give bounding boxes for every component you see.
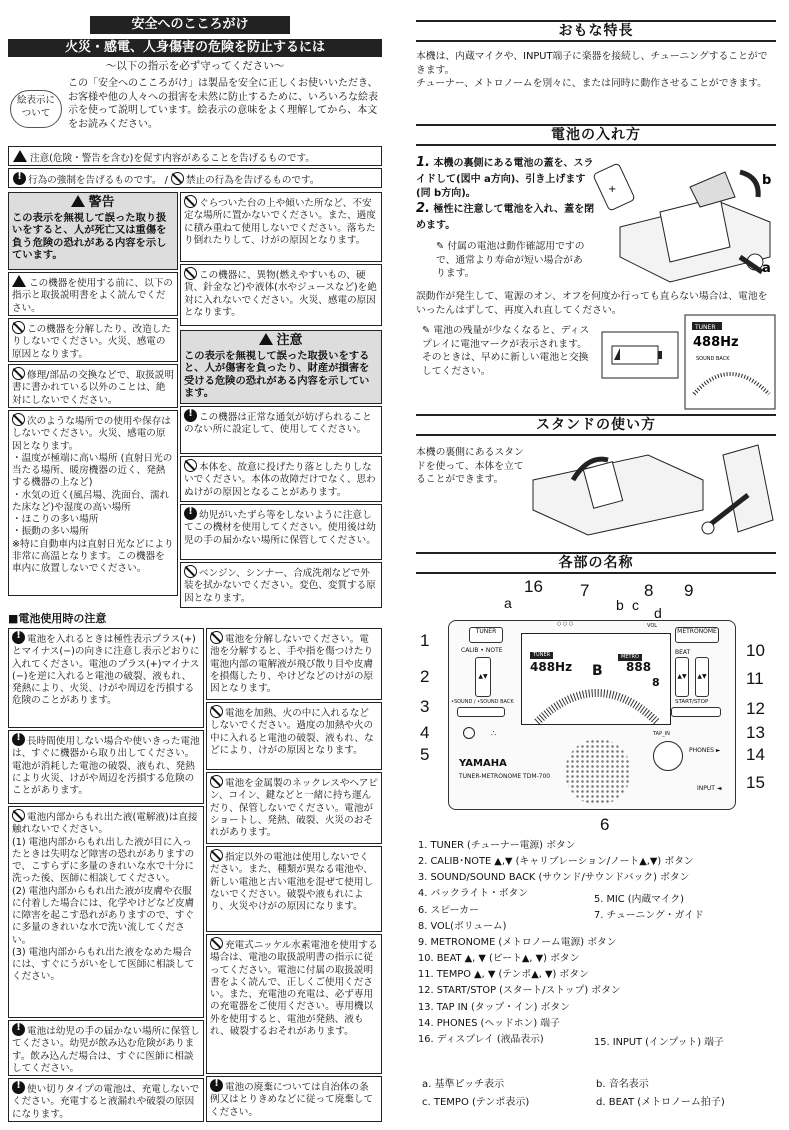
pencil-icon: ✎ xyxy=(436,241,445,252)
caution-box: 注意 この表示を無視して誤った取扱いをすると、人が傷害を負ったり、財産が損害を受ける危険の恐れがある内容を示しています。 xyxy=(180,330,382,404)
callout-11: 11 xyxy=(746,669,764,688)
prohibit-icon xyxy=(184,267,197,280)
sound-button[interactable] xyxy=(457,707,505,717)
lcd-display-figure xyxy=(684,314,776,410)
legend-d: d. BEAT (メトロノーム拍子) xyxy=(596,1097,725,1108)
part-item: 10. BEAT ▲, ▼ (ビート▲, ▼) ボタン xyxy=(418,953,580,965)
malfunction-text: 誤動作が発生して、電源のオン、オフを何度か行っても直らない場合は、電池をいったんはずして、再度入れ直してください。 xyxy=(416,291,768,316)
start-label: START/STOP xyxy=(675,699,709,705)
prohibit-icon xyxy=(210,775,223,788)
vol-label: VOL xyxy=(647,623,658,629)
lcd-display: TUNER 488Hz B METRO 888 8 xyxy=(521,633,671,725)
warning-triangle-icon xyxy=(259,333,273,345)
parts-list-col2 xyxy=(594,892,704,924)
svg-text:+: + xyxy=(608,184,617,195)
callout-10: 10 xyxy=(746,641,765,660)
prohibit-icon xyxy=(210,705,223,718)
callout-d: d xyxy=(654,605,662,621)
callout-3: 3 xyxy=(420,697,430,716)
warning-item-read: この機器を使用する前に、以下の指示と取扱説明書をよく読んでください。 xyxy=(8,272,178,316)
svg-text:SOUND BACK: SOUND BACK xyxy=(696,356,730,362)
step-2: 2. 極性に注意して電池を入れ、蓋を閉めます。 xyxy=(416,201,595,231)
stand-figure xyxy=(528,440,778,540)
legend-a: a. 基準ピッチ表示 xyxy=(422,1079,505,1090)
note-battery-life: ✎ 付属の電池は動作確認用ですので、通常より寿命が短い場合があります。 xyxy=(436,241,585,280)
svg-text:TUNER: TUNER xyxy=(695,324,716,331)
prohibit-icon xyxy=(12,809,25,822)
warning-item-unstable: ぐらついた台の上や傾いた所など、不安定な場所に置かないでください。また、過度に積み重ねて使用しないでください。落ちたり倒れたりして、けがの原因となります。 xyxy=(180,192,382,262)
mandatory-icon xyxy=(12,1081,25,1094)
prohibit-icon xyxy=(171,172,184,185)
safety-subheader: 火災・感電、人身傷害の危険を防止するには xyxy=(8,39,382,57)
part-item: 8. VOL(ボリューム) xyxy=(418,920,507,932)
battery-item-polarity: !電池を入れるときは極性表示プラス(+)とマイナス(−)の向きに注意し表示どおりに入れてください。電池のプラス(+)マイナス(−)を逆に入れると電池の破裂、液もれ、発熱により、火災、けがや周辺を汚損する危険のことがあります。 xyxy=(8,628,204,728)
sound-label: •SOUND / •SOUND BACK xyxy=(451,699,514,705)
callout-a: a xyxy=(504,595,512,611)
callout-9: 9 xyxy=(684,581,694,600)
brand-logo: YAMAHA xyxy=(459,758,507,769)
parts-list xyxy=(418,838,778,1048)
part-item: 5. MIC (内蔵マイク) xyxy=(594,894,684,905)
part-item: 14. PHONES (ヘッドホン) 端子 xyxy=(418,1017,560,1029)
parts-title: 各部の名称 xyxy=(416,552,776,574)
prohibit-icon xyxy=(12,413,25,426)
caution-item-children: !幼児がいたずら等をしないように注意してこの機材を使用してください。使用後は幼児の手の届かない場所に保管してください。 xyxy=(180,504,382,560)
part-item: 6. スピーカー xyxy=(418,904,479,916)
warning-item-foreign: この機器に、異物(燃えやすいもの、硬貨、針金など)や液体(水やジュースなど)を絶対に入れないでください。火災、感電の原因となります。 xyxy=(180,264,382,326)
legend-c: c. TEMPO (テンポ表示) xyxy=(422,1097,530,1108)
battery-item-metal: 電池を金属製のネックレスやヘアピン、コイン、鍵などと一緒に持ち運んだり、保管しないでください。電池がショートし、発熱、破裂、火災のおそれがあります。 xyxy=(206,772,382,844)
battery-item-type: 指定以外の電池は使用しないでください。また、種類が異なる電池や、新しい電池と古い電池を混ぜて使用しないでください。破裂や液もれにより、火災やけがの原因になります。 xyxy=(206,846,382,932)
pencil-icon: ✎ xyxy=(422,325,431,336)
prohibit-icon xyxy=(184,459,197,472)
warning-box: 警告 この表示を無視して誤った取り扱いをすると、人が死亡又は重傷を負う危険の恐れがある内容を示しています。 xyxy=(8,192,178,270)
legend-must-prohibit: !行為の強制を告げるものです。 / 禁止の行為を告げるものです。 xyxy=(8,168,382,188)
input-jack[interactable]: INPUT ◄ xyxy=(697,785,722,792)
caution-item-ventilation: !この機器は正常な通気が妨げられることのない所に設定して、使用してください。 xyxy=(180,406,382,454)
part-item: 3. SOUND/SOUND BACK (サウンド/サウンドバック) ボタン xyxy=(418,872,690,884)
beat-button[interactable]: ▲▼ xyxy=(675,657,689,697)
mic-icon: ∴ xyxy=(491,729,497,738)
prohibit-icon xyxy=(184,195,197,208)
svg-text:488Hz: 488Hz xyxy=(693,335,739,350)
callout-4: 4 xyxy=(420,723,430,742)
stand-title: スタンドの使い方 xyxy=(416,414,776,436)
battery-item-leak: 電池内部からもれ出た液(電解液)は直接触れないでください。 (1) 電池内部からもれ出した液が目に入ったときは失明など障害の恐れがありますので、こすらずに多量のきれいな水で十分に洗った後、医師に相談してください。 (2) 電池内部からもれ出た液が皮膚や衣服に付着した場合には、化学やけどなど皮膚に障害を起こす恐れがありますので、すぐに多量のきれいな水で洗い流してください。 (3) 電池内部からもれ出た液をなめた場合には、すぐにうがいをして医師に相談してください。 xyxy=(8,806,204,1018)
part-item: 2. CALIB･NOTE ▲,▼ (キャリブレーション/ノート▲,▼) ボタン xyxy=(418,856,694,868)
backlight-button[interactable] xyxy=(463,727,475,739)
badge-pictogram: 絵表示について xyxy=(10,90,62,128)
callout-7: 7 xyxy=(580,581,590,600)
legend-attention: 注意(危険・警告を含む)を促す内容があることを告げるものです。 xyxy=(8,146,382,166)
beat-label: BEAT xyxy=(675,649,691,656)
phones-jack[interactable]: PHONES ► xyxy=(689,747,721,754)
mandatory-icon xyxy=(13,172,26,185)
part-item: 16. ディスプレイ (液晶表示) xyxy=(418,1033,544,1045)
caution-item-throw: 本体を、故意に投げたり落としたりしないでください。本体の故障だけでなく、思わぬけがの原因となることがあります。 xyxy=(180,456,382,502)
battery-install-figure xyxy=(590,152,780,292)
battery-item-remove: !長時間使用しない場合や使いきった電池は、すぐに機器から取り出してください。電池が消耗した電池の破裂、液もれ、発熱により火災、けがや周辺を汚損する危険のことがあります。 xyxy=(8,730,204,804)
tap-label: TAP_IN xyxy=(653,731,670,737)
callout-5: 5 xyxy=(420,745,430,764)
warning-item-disassemble: この機器を分解したり、改造したりしないでください。火災、感電の原因となります。 xyxy=(8,318,178,362)
callout-6: 6 xyxy=(600,815,610,834)
parts-list-col2b xyxy=(594,1035,724,1051)
warning-item-location: 次のような場所での使用や保存はしないでください。火災、感電の原因となります。 ・温度が極端に高い場所 (直射日光の当たる場所、暖房機器の近く、発熱する機器の上など) ・水気の近く(風呂場、洗面台、濡れた床など)や湿度の高い場所 ・ほこりの多い場所 ・振動の多い場所 ※特に自動車内は直射日光などにより非常に高温となります。この機器を車内に放置しないでください。 xyxy=(8,410,178,596)
callout-c: c xyxy=(632,597,639,613)
part-item: 1. TUNER (チューナー電源) ボタン xyxy=(418,840,576,851)
callout-13: 13 xyxy=(746,723,765,742)
part-item: 15. INPUT (インプット) 端子 xyxy=(594,1037,724,1048)
part-item: 7. チューニング・ガイド xyxy=(594,910,704,922)
safety-header: 安全へのこころがけ xyxy=(90,16,290,34)
callout-15: 15 xyxy=(746,773,765,792)
callout-12: 12 xyxy=(746,699,765,718)
svg-text:a: a xyxy=(762,261,771,276)
mandatory-icon xyxy=(210,1079,223,1092)
callout-8: 8 xyxy=(644,581,654,600)
prohibit-icon xyxy=(184,565,197,578)
battery-item-charge: !使い切りタイプの電池は、充電しないでください。充電すると液漏れや破裂の原因になります。 xyxy=(8,1078,204,1122)
features-text: 本機は、内蔵マイクや、INPUT端子に楽器を接続し、チューニングすることができます。 チューナー、メトロノームを別々に、または同時に動作させることができます。 xyxy=(416,51,768,90)
intro-text: この「安全へのこころがけ」は製品を安全に正しくお使いいただき、お客様や他の人々への損害を未然に防止するために、いろいろな絵表示を使って説明しています。絵表示の意味をよく理解してから、本文をお読みください。 xyxy=(68,78,378,130)
battery-item-nimh: 充電式ニッケル水素電池を使用する場合は、電池の取扱説明書の指示に従ってください。電池に付属の取扱説明書をよく読んで、正しくご使用ください。また、充電池の充電は、必ず専用の充電器をご使用ください。専用機以外を使用すると、電池が発熱、液もれ、破裂するおそれがあります。 xyxy=(206,934,382,1074)
callout-16: 16 xyxy=(524,577,543,596)
prohibit-icon xyxy=(12,367,25,380)
start-stop-button[interactable] xyxy=(671,707,721,717)
svg-text:b: b xyxy=(762,173,772,188)
legend-b: b. 音名表示 xyxy=(596,1079,649,1090)
part-item: 12. START/STOP (スタート/ストップ) ボタン xyxy=(418,985,621,997)
calib-label: CALIB • NOTE xyxy=(461,647,503,654)
tempo-button[interactable]: ▲▼ xyxy=(695,657,709,697)
tuning-guide-leds: ○ ○ ○ xyxy=(557,621,574,627)
part-item: 11. TEMPO ▲, ▼ (テンポ▲, ▼) ボタン xyxy=(418,969,589,981)
device-diagram xyxy=(448,620,736,810)
mandatory-icon xyxy=(184,507,197,520)
warning-triangle-icon xyxy=(71,195,85,207)
model-label: TUNER-METRONOME TDM-700 xyxy=(459,773,551,780)
battery-caution-header: ■電池使用時の注意 xyxy=(8,612,107,625)
warning-triangle-icon xyxy=(12,275,26,287)
battery-item-heat: 電池を加熱、火の中に入れるなどしないでください。過度の加熱や火の中に入れると電池の破裂、液もれ、などにより、けがの原因となります。 xyxy=(206,702,382,770)
part-item: 9. METRONOME (メトロノーム電源) ボタン xyxy=(418,936,617,948)
lcd-battery-figure xyxy=(600,330,680,380)
callout-14: 14 xyxy=(746,745,765,764)
caution-item-solvent: ベンジン、シンナー、合成洗剤などで外装を拭かないでください。変色、変質する原因となります。 xyxy=(180,562,382,608)
prohibit-icon xyxy=(210,849,223,862)
speaker-grille xyxy=(565,739,631,805)
battery-title: 電池の入れ方 xyxy=(416,124,776,146)
warning-triangle-icon xyxy=(13,150,27,162)
battery-item-disposal: !電池の廃棄については自治体の条例又はとりきめなどに従って廃棄してください。 xyxy=(206,1076,382,1122)
warning-item-repair: 修理/部品の交換などで、取扱説明書に書かれている以外のことは、絶対にしないでください。 xyxy=(8,364,178,408)
battery-item-children: !電池は幼児の手の届かない場所に保管してください。幼児が飲み込む危険があります。飲み込んだ場合は、すぐに医師に相談してください。 xyxy=(8,1020,204,1076)
prohibit-icon xyxy=(12,321,25,334)
prohibit-icon xyxy=(210,631,223,644)
mandatory-icon xyxy=(12,631,25,644)
note-low-battery: ✎ 電池の残量が少なくなると、ディスプレイに電池マークが表示されます。そのときは、早めに新しい電池と交換してください。 xyxy=(422,325,590,378)
step-1: 1. 本機の裏側にある電池の蓋を、スライドして(図中 a方向)、引き上げます(同 b方向)。 xyxy=(416,155,594,200)
part-item: 13. TAP IN (タップ・イン) ボタン xyxy=(418,1001,570,1013)
instruction-line: 〜以下の指示を必ず守ってください〜 xyxy=(105,60,285,72)
callout-b: b xyxy=(616,597,624,613)
stand-text: 本機の裏側にあるスタンドを使って、本体を立てることができます。 xyxy=(416,447,524,486)
part-item: 4. バックライト・ボタン xyxy=(418,888,529,900)
mandatory-icon xyxy=(184,409,197,422)
tuner-button[interactable]: TUNER xyxy=(469,627,503,643)
metronome-button[interactable]: METRONOME xyxy=(675,627,719,643)
mandatory-icon xyxy=(12,1023,25,1036)
tap-in-button[interactable] xyxy=(653,741,683,771)
callout-1: 1 xyxy=(420,631,430,650)
features-title: おもな特長 xyxy=(416,20,776,42)
battery-item-disassemble: 電池を分解しないでください。電池を分解すると、手や指を傷つけたり電池内部の電解液が飛び散り目や皮膚を損傷したり、やけどなどのけがの原因となります。 xyxy=(206,628,382,700)
calib-note-button[interactable]: ▲▼ xyxy=(475,657,491,697)
prohibit-icon xyxy=(210,937,223,950)
callout-2: 2 xyxy=(420,667,430,686)
mandatory-icon xyxy=(12,733,25,746)
